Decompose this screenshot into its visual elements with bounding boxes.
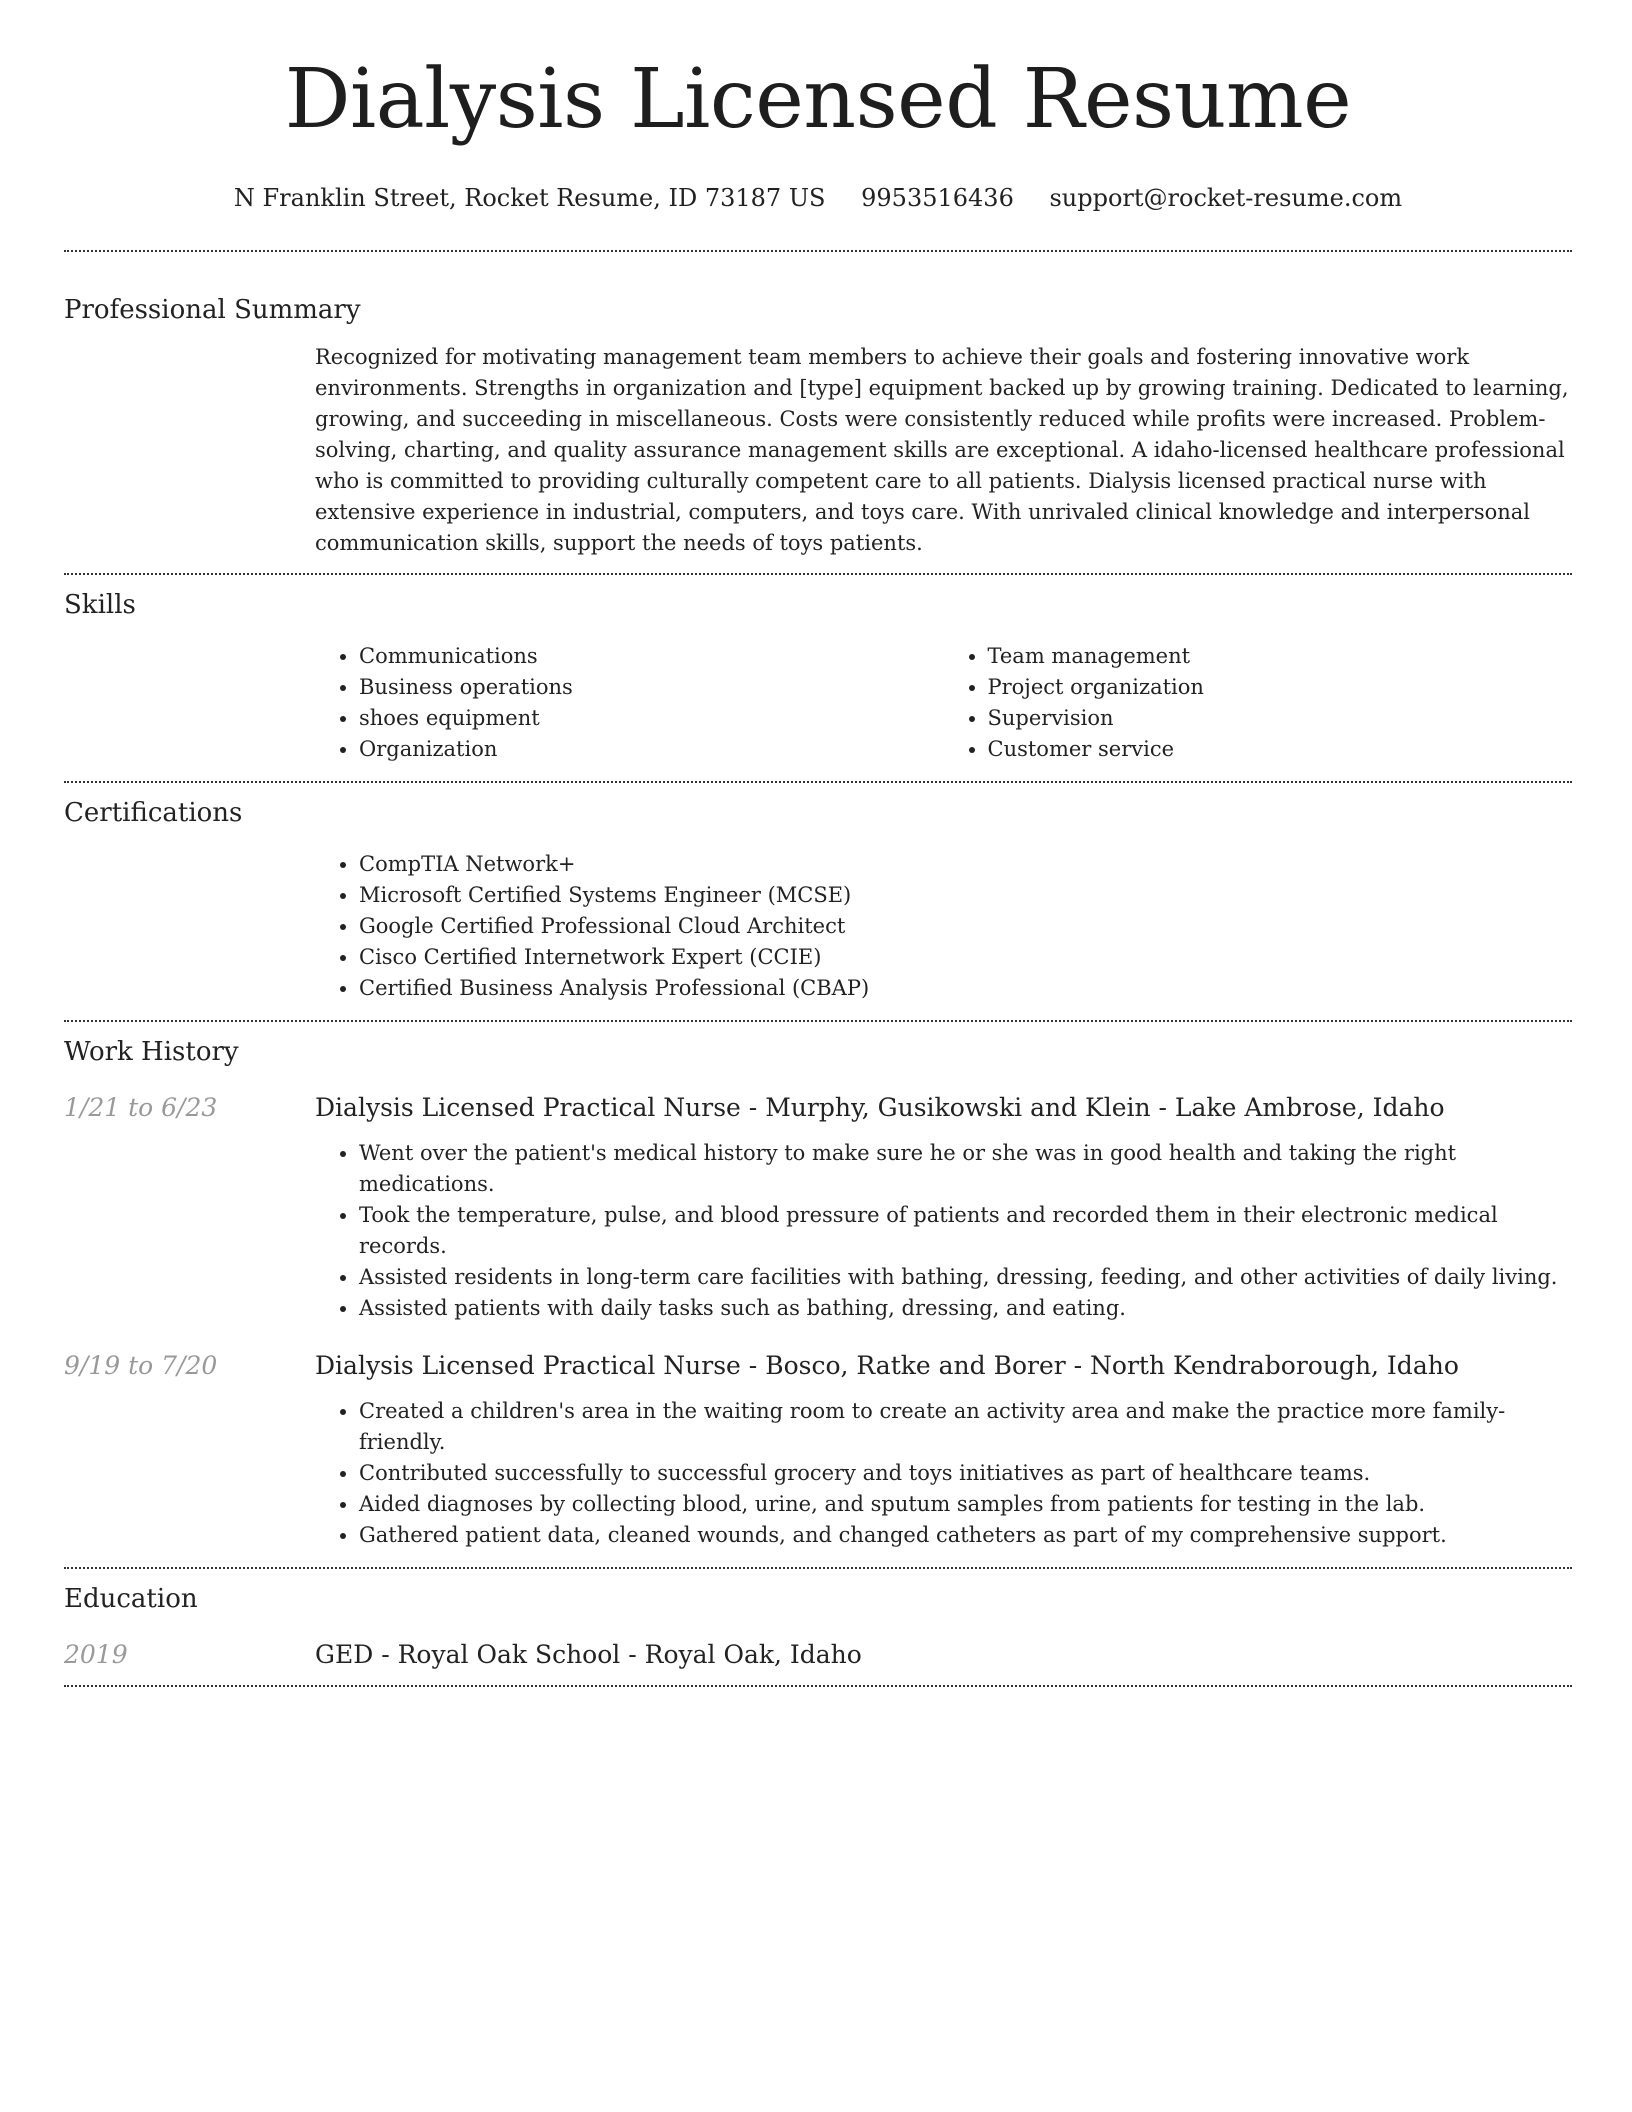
contact-email: support@rocket-resume.com <box>1049 184 1403 212</box>
certification-item: • Google Certified Professional Cloud Architect <box>359 911 1572 942</box>
job-bullet: • Assisted patients with daily tasks such as bathing, dressing, and eating. <box>359 1293 1572 1324</box>
skill-item: • Business operations <box>359 672 944 703</box>
skill-item: • shoes equipment <box>359 703 944 734</box>
resume-page <box>64 0 1572 1687</box>
divider <box>64 1685 1572 1687</box>
work-history-section <box>64 1022 1572 1567</box>
job-header: Dialysis Licensed Practical Nurse - Murphy, Gusikowski and Klein - Lake Ambrose, Idaho <box>315 1093 1445 1122</box>
education-entry <box>64 1637 1572 1673</box>
contact-address: N Franklin Street, Rocket Resume, ID 73187 US <box>233 184 826 212</box>
summary-section <box>64 252 1572 573</box>
job-bullet: • Assisted residents in long-term care facilities with bathing, dressing, feeding, and other activities of daily living. <box>359 1262 1572 1293</box>
job-bullet: • Gathered patient data, cleaned wounds, and changed catheters as part of my comprehensive support. <box>359 1520 1572 1551</box>
skill-item: • Organization <box>359 734 944 765</box>
section-title-summary: Professional Summary <box>64 295 361 325</box>
job-bullet: • Aided diagnoses by collecting blood, urine, and sputum samples from patients for testing in the lab. <box>359 1489 1572 1520</box>
certification-item: • Microsoft Certified Systems Engineer (MCSE) <box>359 880 1572 911</box>
certifications-list <box>315 849 1572 1004</box>
job-entry <box>64 1348 1572 1567</box>
job-bullet: • Created a children's area in the waiting room to create an activity area and make the practice more family-friendly. <box>359 1396 1572 1458</box>
summary-text: Recognized for motivating management team members to achieve their goals and fostering innovative work environments. Strengths in organization and [type] equipment backed up by growing training. Dedicated to learning, growing, and succeeding in miscellaneous. Costs were consistently reduced while profits were increased. Problem-solving, charting, and quality assurance management skills are exceptional. A idaho-licensed healthcare professional who is committed to providing culturally competent care to all patients. Dialysis licensed practical nurse with extensive experience in industrial, computers, and toys care. With unrivaled clinical knowledge and interpersonal communication skills, support the needs of toys patients. <box>315 345 1569 555</box>
resume-title: Dialysis Licensed Resume <box>284 52 1352 147</box>
certifications-section <box>64 783 1572 1020</box>
job-bullet: • Took the temperature, pulse, and blood pressure of patients and recorded them in their electronic medical records. <box>359 1200 1572 1262</box>
skill-item: • Project organization <box>988 672 1573 703</box>
job-header: Dialysis Licensed Practical Nurse - Bosco, Ratke and Borer - North Kendraborough, Idaho <box>315 1351 1459 1380</box>
section-title-skills: Skills <box>64 590 136 620</box>
contact-phone: 9953516436 <box>861 184 1014 212</box>
contact-line <box>64 182 1572 214</box>
skills-list-left <box>315 641 944 765</box>
job-bullet: • Contributed successfully to successful grocery and toys initiatives as part of healthcare teams. <box>359 1458 1572 1489</box>
section-title-work-history: Work History <box>64 1037 239 1067</box>
education-section <box>64 1569 1572 1685</box>
job-bullets <box>315 1396 1572 1551</box>
certification-item: • CompTIA Network+ <box>359 849 1572 880</box>
certification-item: • Cisco Certified Internetwork Expert (CCIE) <box>359 942 1572 973</box>
skill-item: • Communications <box>359 641 944 672</box>
skill-item: • Team management <box>988 641 1573 672</box>
job-bullet: • Went over the patient's medical history to make sure he or she was in good health and taking the right medications. <box>359 1138 1572 1200</box>
education-year: 2019 <box>64 1640 128 1669</box>
skills-list-right <box>944 641 1573 765</box>
job-dates: 9/19 to 7/20 <box>64 1351 218 1380</box>
job-entry <box>64 1090 1572 1324</box>
certification-item: • Certified Business Analysis Professional (CBAP) <box>359 973 1572 1004</box>
skill-item: • Supervision <box>988 703 1573 734</box>
skill-item: • Customer service <box>988 734 1573 765</box>
section-title-education: Education <box>64 1584 198 1614</box>
education-header: GED - Royal Oak School - Royal Oak, Idaho <box>315 1640 862 1669</box>
section-title-certifications: Certifications <box>64 798 243 828</box>
job-dates: 1/21 to 6/23 <box>64 1093 218 1122</box>
job-bullets <box>315 1138 1572 1324</box>
skills-section <box>64 575 1572 781</box>
